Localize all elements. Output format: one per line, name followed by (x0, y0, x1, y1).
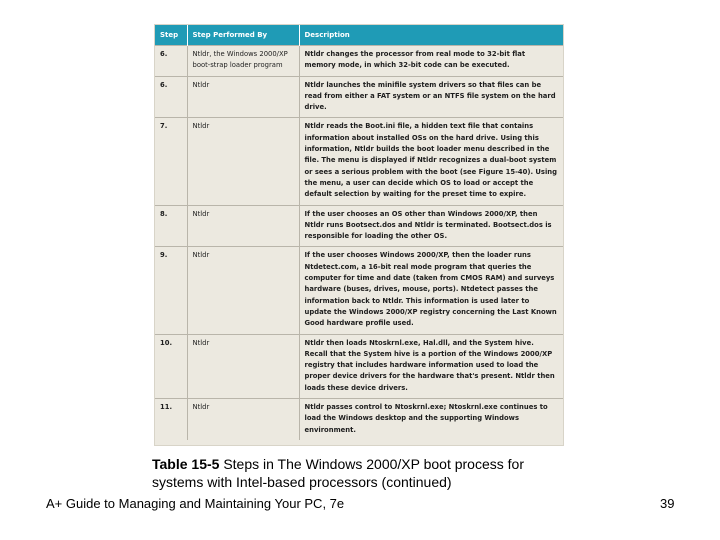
step-cell: 11. (155, 399, 187, 440)
step-cell: 6. (155, 76, 187, 118)
table-row (155, 118, 563, 205)
boot-steps-table-image (154, 24, 564, 446)
step-cell: 10. (155, 334, 187, 398)
step-cell: 7. (155, 118, 187, 205)
header-step: Step (155, 25, 187, 46)
description-cell: Ntldr passes control to Ntoskrnl.exe; Ntoskrnl.exe continues to load the Windows desktop and the supporting Windows environment. (299, 399, 563, 440)
performed-by-cell: Ntldr (187, 118, 299, 205)
caption-table-number: Table 15-5 (152, 456, 220, 472)
performed-by-cell: Ntldr (187, 247, 299, 334)
performed-by-cell: Ntldr (187, 334, 299, 398)
header-description: Description (299, 25, 563, 46)
description-cell: Ntldr changes the processor from real mode to 32-bit flat memory mode, in which 32-bit code can be executed. (299, 46, 563, 77)
description-cell: If the user chooses Windows 2000/XP, then the loader runs Ntdetect.com, a 16-bit real mode program that queries the computer for time and date (taken from CMOS RAM) and surveys hardware (buses, drives, mouse, ports). Ntdetect passes the information back to Ntldr. This information is used later to update the Windows 2000/XP registry concerning the Last Known Good hardware profile used. (299, 247, 563, 334)
table-row (155, 334, 563, 398)
description-cell: Ntldr launches the minifile system drivers so that files can be read from either a FAT system or an NTFS file system on the hard drive. (299, 76, 563, 118)
table-row (155, 46, 563, 77)
page-number: 39 (660, 496, 675, 511)
performed-by-cell: Ntldr (187, 205, 299, 247)
description-cell: If the user chooses an OS other than Windows 2000/XP, then Ntldr runs Bootsect.dos and Ntldr is terminated. Bootsect.dos is responsible for loading the other OS. (299, 205, 563, 247)
table-row (155, 205, 563, 247)
table-row (155, 399, 563, 440)
performed-by-cell: Ntldr (187, 399, 299, 440)
table-row (155, 247, 563, 334)
boot-steps-table (155, 25, 563, 440)
step-cell: 8. (155, 205, 187, 247)
table-caption (152, 455, 572, 491)
table-row (155, 76, 563, 118)
description-cell: Ntldr reads the Boot.ini file, a hidden text file that contains information about installed OSs on the hard drive. Using this information, Ntldr builds the boot loader menu described in the file. The menu is displayed if Ntldr recognizes a dual-boot system or sees a serious problem with the boot (see Figure 15-40). Using the menu, a user can decide which OS to load or accept the default selection by waiting for the preset time to expire. (299, 118, 563, 205)
description-cell: Ntldr then loads Ntoskrnl.exe, Hal.dll, and the System hive. Recall that the System hive is a portion of the Windows 2000/XP registry that includes hardware information used to load the proper device drivers for the hardware that's present. Ntldr then loads these device drivers. (299, 334, 563, 398)
step-cell: 6. (155, 46, 187, 77)
caption-text: Steps in The Windows 2000/XP boot process for systems with Intel-based processors (continued) (152, 456, 524, 490)
performed-by-cell: Ntldr, the Windows 2000/XP boot-strap loader program (187, 46, 299, 77)
step-cell: 9. (155, 247, 187, 334)
performed-by-cell: Ntldr (187, 76, 299, 118)
table-header-row (155, 25, 563, 46)
footer-book-title: A+ Guide to Managing and Maintaining Your PC, 7e (46, 496, 345, 511)
header-performed-by: Step Performed By (187, 25, 299, 46)
